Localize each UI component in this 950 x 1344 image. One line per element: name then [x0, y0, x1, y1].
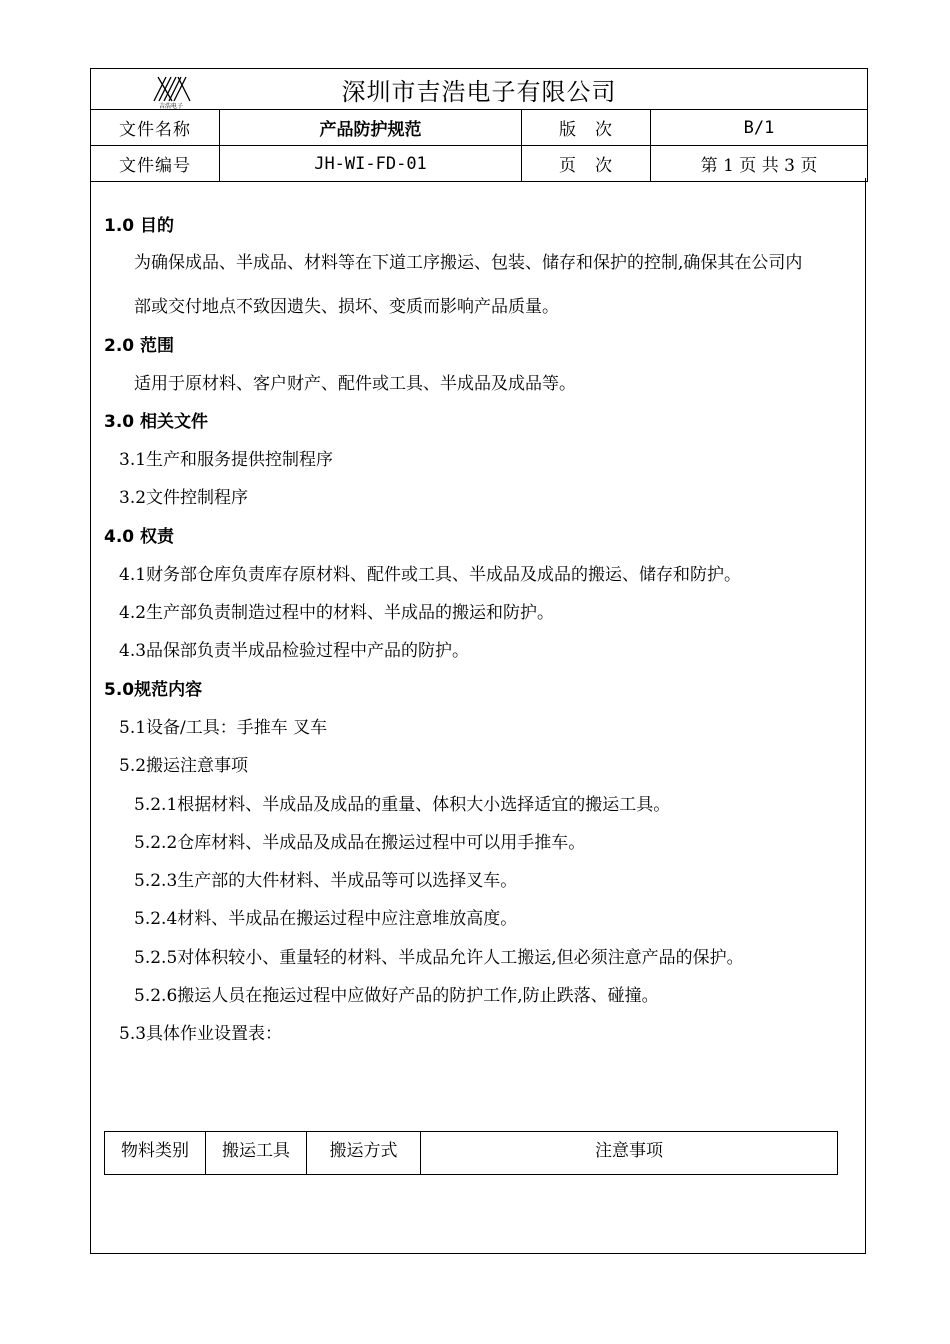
related-doc-item: 3.1生产和服务提供控制程序: [119, 450, 334, 470]
page-value: 第 1 页 共 3 页: [651, 146, 868, 182]
spec-subitem: 5.2.6搬运人员在拖运过程中应做好产品的防护工作,防止跌落、碰撞。: [134, 986, 659, 1006]
spec-subitem: 5.2.3生产部的大件材料、半成品等可以选择叉车。: [134, 871, 518, 891]
column-header-material-type: 物料类别: [105, 1132, 206, 1175]
file-number-value: JH-WI-FD-01: [220, 146, 522, 182]
svg-text:吉浩电子: 吉浩电子: [158, 103, 184, 109]
version-value: B/1: [651, 110, 868, 146]
purpose-text-line-1: 为确保成品、半成品、材料等在下道工序搬运、包装、储存和保护的控制,确保其在公司内: [134, 253, 803, 273]
section-heading-specification: 5.0规范内容: [104, 680, 203, 700]
document-title: 产品防护规范: [220, 110, 522, 146]
work-setup-table: [104, 1131, 838, 1175]
version-label: 版 次: [522, 110, 651, 146]
column-header-notes: 注意事项: [421, 1132, 838, 1175]
responsibility-item: 4.3品保部负责半成品检验过程中产品的防护。: [119, 641, 470, 661]
responsibility-item: 4.2生产部负责制造过程中的材料、半成品的搬运和防护。: [119, 603, 555, 623]
section-heading-responsibilities: 4.0 权责: [104, 527, 175, 547]
spec-subitem: 5.2.1根据材料、半成品及成品的重量、体积大小选择适宜的搬运工具。: [134, 795, 671, 815]
section-heading-purpose: 1.0 目的: [104, 216, 175, 236]
page-label: 页 次: [522, 146, 651, 182]
column-header-handling-tool: 搬运工具: [206, 1132, 307, 1175]
company-name: 深圳市吉浩电子有限公司: [341, 77, 617, 106]
spec-subitem: 5.2.5对体积较小、重量轻的材料、半成品允许人工搬运,但必须注意产品的保护。: [134, 948, 744, 968]
spec-subitem: 5.2.2仓库材料、半成品及成品在搬运过程中可以用手推车。: [134, 833, 586, 853]
scope-text: 适用于原材料、客户财产、配件或工具、半成品及成品等。: [134, 374, 576, 394]
spec-item: 5.3具体作业设置表：: [119, 1024, 283, 1044]
section-heading-scope: 2.0 范围: [104, 336, 175, 356]
purpose-text-line-2: 部或交付地点不致因遗失、损坏、变质而影响产品质量。: [134, 297, 559, 317]
table-header-row: [105, 1132, 838, 1175]
responsibility-item: 4.1财务部仓库负责库存原材料、配件或工具、半成品及成品的搬运、储存和防护。: [119, 565, 742, 585]
file-number-label: 文件编号: [91, 146, 220, 182]
column-header-handling-method: 搬运方式: [307, 1132, 421, 1175]
page-frame: [90, 68, 866, 1254]
spec-item: 5.2搬运注意事项: [119, 756, 249, 776]
file-name-label: 文件名称: [91, 110, 220, 146]
spec-subitem: 5.2.4材料、半成品在搬运过程中应注意堆放高度。: [134, 909, 518, 929]
spec-item: 5.1设备/工具：手推车 叉车: [119, 718, 328, 738]
section-heading-related-docs: 3.0 相关文件: [104, 412, 209, 432]
related-doc-item: 3.2文件控制程序: [119, 488, 249, 508]
